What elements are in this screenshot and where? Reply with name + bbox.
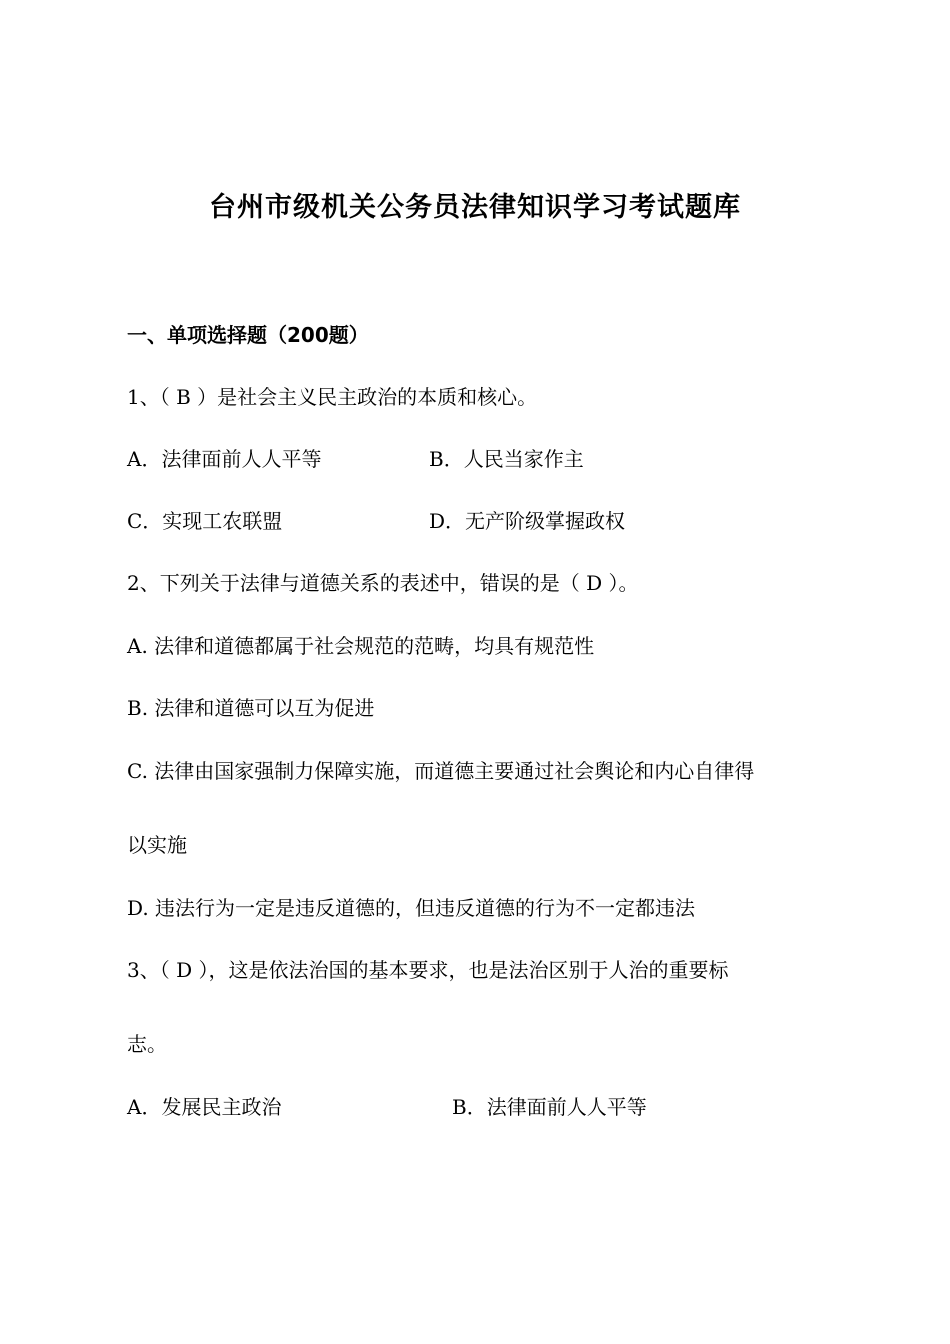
question-2-stem: 2、下列关于法律与道德关系的表述中，错误的是（ D ）。: [127, 571, 639, 595]
question-2-option-d: D. 违法行为一定是违反道德的，但违反道德的行为不一定都违法: [127, 896, 696, 920]
question-1-option-d: D．无产阶级掌握政权: [429, 509, 626, 533]
section-heading: 一、单项选择题（200题）: [127, 323, 369, 347]
question-2-option-b: B. 法律和道德可以互为促进: [127, 696, 375, 720]
question-1-option-b: B．人民当家作主: [429, 447, 584, 471]
document-title: 台州市级机关公务员法律知识学习考试题库: [209, 192, 741, 223]
question-3-stem-line2: 志。: [127, 1032, 167, 1056]
question-1-option-a: A．法律面前人人平等: [127, 447, 322, 471]
question-1-stem: 1、（ B ）是社会主义民主政治的本质和核心。: [127, 385, 538, 409]
question-2-option-a: A. 法律和道德都属于社会规范的范畴，均具有规范性: [127, 634, 595, 658]
question-3-option-a: A．发展民主政治: [127, 1095, 282, 1119]
question-2-option-c-line2: 以实施: [127, 833, 187, 857]
question-3-option-b: B．法律面前人人平等: [452, 1095, 647, 1119]
question-2-option-c-line1: C. 法律由国家强制力保障实施，而道德主要通过社会舆论和内心自律得: [127, 759, 755, 783]
question-1-option-c: C．实现工农联盟: [127, 509, 283, 533]
question-3-stem-line1: 3、（ D ），这是依法治国的基本要求，也是法治区别于人治的重要标: [127, 958, 729, 982]
